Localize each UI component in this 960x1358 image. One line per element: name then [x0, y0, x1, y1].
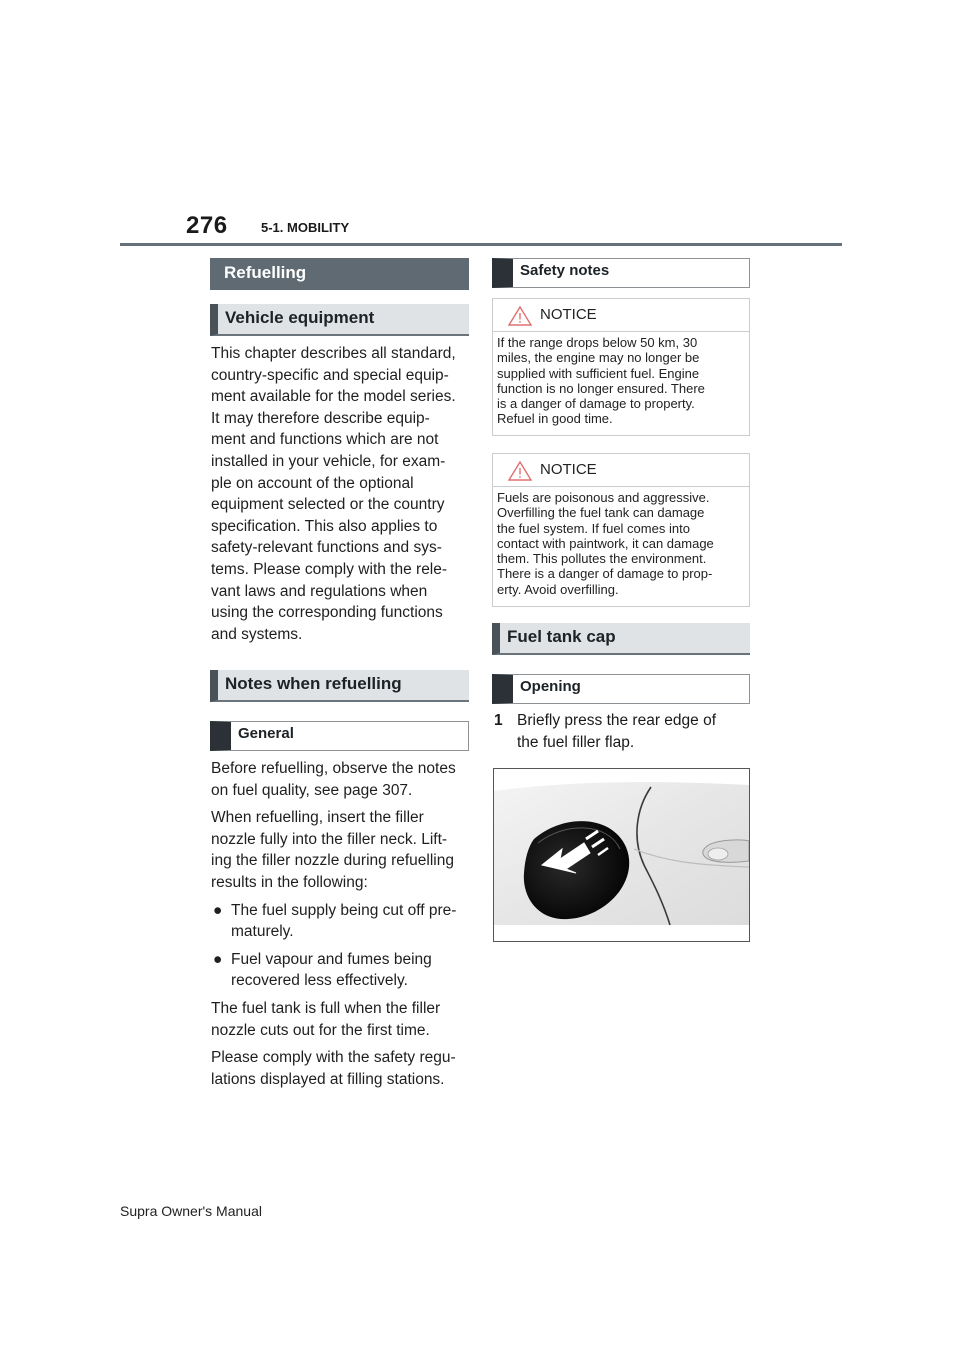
step-number: 1: [494, 712, 503, 729]
text-line: Overfilling the fuel tank can damage: [497, 505, 705, 521]
text-line: It may therefore describe equip-: [211, 409, 430, 427]
text-line: Please comply with the safety regu-: [211, 1049, 456, 1067]
text-line: When refuelling, insert the filler: [211, 809, 424, 827]
footer-manual-title: Supra Owner's Manual: [120, 1203, 262, 1219]
warning-triangle-icon: [507, 460, 533, 482]
heading-general: General: [210, 721, 469, 751]
paragraph-filler-nozzle: [211, 807, 473, 893]
general-text: [211, 758, 473, 1096]
text-line: If the range drops below 50 km, 30: [497, 335, 698, 350]
notice-box-range: [492, 298, 750, 436]
notice-label: NOTICE: [540, 306, 597, 323]
text-line: nozzle cuts out for the first time.: [211, 1021, 430, 1039]
text-line: contact with paintwork, it can damage: [497, 535, 714, 551]
notice-label: NOTICE: [540, 461, 597, 478]
heading-safety-notes: Safety notes: [492, 258, 750, 288]
notice-text: [493, 332, 749, 427]
notice-text: [493, 487, 749, 597]
text-line: The fuel tank is full when the filler: [211, 999, 441, 1017]
bullet-dot-icon: ●: [213, 901, 223, 919]
chapter-title: 5-1. MOBILITY: [261, 220, 350, 235]
text-line: nozzle fully into the filler neck. Lift-: [211, 830, 448, 848]
page-number: 276: [186, 212, 228, 239]
vehicle-equipment-text: [211, 343, 473, 645]
text-line: Before refuelling, observe the notes: [211, 760, 456, 777]
heading-opening: Opening: [492, 674, 750, 704]
heading-vehicle-equipment: Vehicle equipment: [210, 304, 469, 336]
paragraph-tank-full: [211, 998, 473, 1041]
text-line: ment available for the model series.: [211, 388, 456, 406]
text-line: erty. Avoid overfilling.: [497, 581, 619, 597]
text-line: The fuel supply being cut off pre-: [231, 901, 457, 919]
header-rule: [120, 243, 842, 246]
text-line: specification. This also applies to: [211, 517, 438, 535]
heading-refuelling: Refuelling: [210, 258, 469, 290]
text-line: maturely.: [231, 923, 294, 941]
text-line: Fuels are poisonous and aggressive.: [497, 490, 710, 505]
text-line: the fuel system. If fuel comes into: [497, 520, 690, 536]
fuel-filler-flap-illustration: [493, 768, 750, 942]
text-line: equipment selected or the country: [211, 496, 445, 514]
text-line: ing the filler nozzle during refuelling: [211, 852, 454, 870]
text-line: results in the following:: [211, 873, 368, 891]
heading-notes-when-refuelling: Notes when refuelling: [210, 670, 469, 702]
bullet-dot-icon: ●: [213, 950, 223, 968]
text-line: installed in your vehicle, for exam-: [211, 452, 446, 470]
bullet-item: [211, 949, 473, 992]
text-line: them. This pollutes the environment.: [497, 551, 707, 567]
text-line: and systems.: [211, 625, 303, 643]
text-line: the fuel filler flap.: [517, 734, 635, 751]
text-line: ple on account of the optional: [211, 474, 414, 492]
text-line: vant laws and regulations when: [211, 582, 428, 600]
text-line: using the corresponding functions: [211, 604, 443, 622]
text-line: tems. Please comply with the rele-: [211, 560, 448, 578]
paragraph-fuel-quality: [211, 758, 473, 801]
text-line: country-specific and special equip-: [211, 366, 449, 384]
text-line: on fuel quality, see page 307.: [211, 781, 413, 799]
text-line: Refuel in good time.: [497, 411, 613, 427]
step-item: [494, 710, 750, 754]
text-line: lations displayed at filling stations.: [211, 1070, 445, 1088]
text-line: function is no longer ensured. There: [497, 380, 705, 396]
heading-fuel-tank-cap: Fuel tank cap: [492, 623, 750, 655]
notice-header: [493, 299, 749, 332]
text-line: ment and functions which are not: [211, 431, 439, 449]
text-line: Briefly press the rear edge of: [517, 712, 717, 729]
text-line: is a danger of damage to property.: [497, 396, 695, 412]
text-line: miles, the engine may no longer be: [497, 350, 700, 366]
text-line: There is a danger of damage to prop-: [497, 566, 713, 582]
text-line: Fuel vapour and fumes being: [231, 950, 432, 968]
text-line: This chapter describes all standard,: [211, 345, 456, 362]
notice-header: [493, 454, 749, 487]
bullet-item: [211, 900, 473, 943]
car-fuel-flap-drawing: [494, 769, 749, 941]
text-line: supplied with sufficient fuel. Engine: [497, 365, 700, 381]
text-line: safety-relevant functions and sys-: [211, 539, 442, 557]
paragraph-safety-regulations: [211, 1047, 473, 1090]
notice-box-fuels: [492, 453, 750, 607]
text-line: recovered less effectively.: [231, 972, 408, 990]
warning-triangle-icon: [507, 305, 533, 327]
